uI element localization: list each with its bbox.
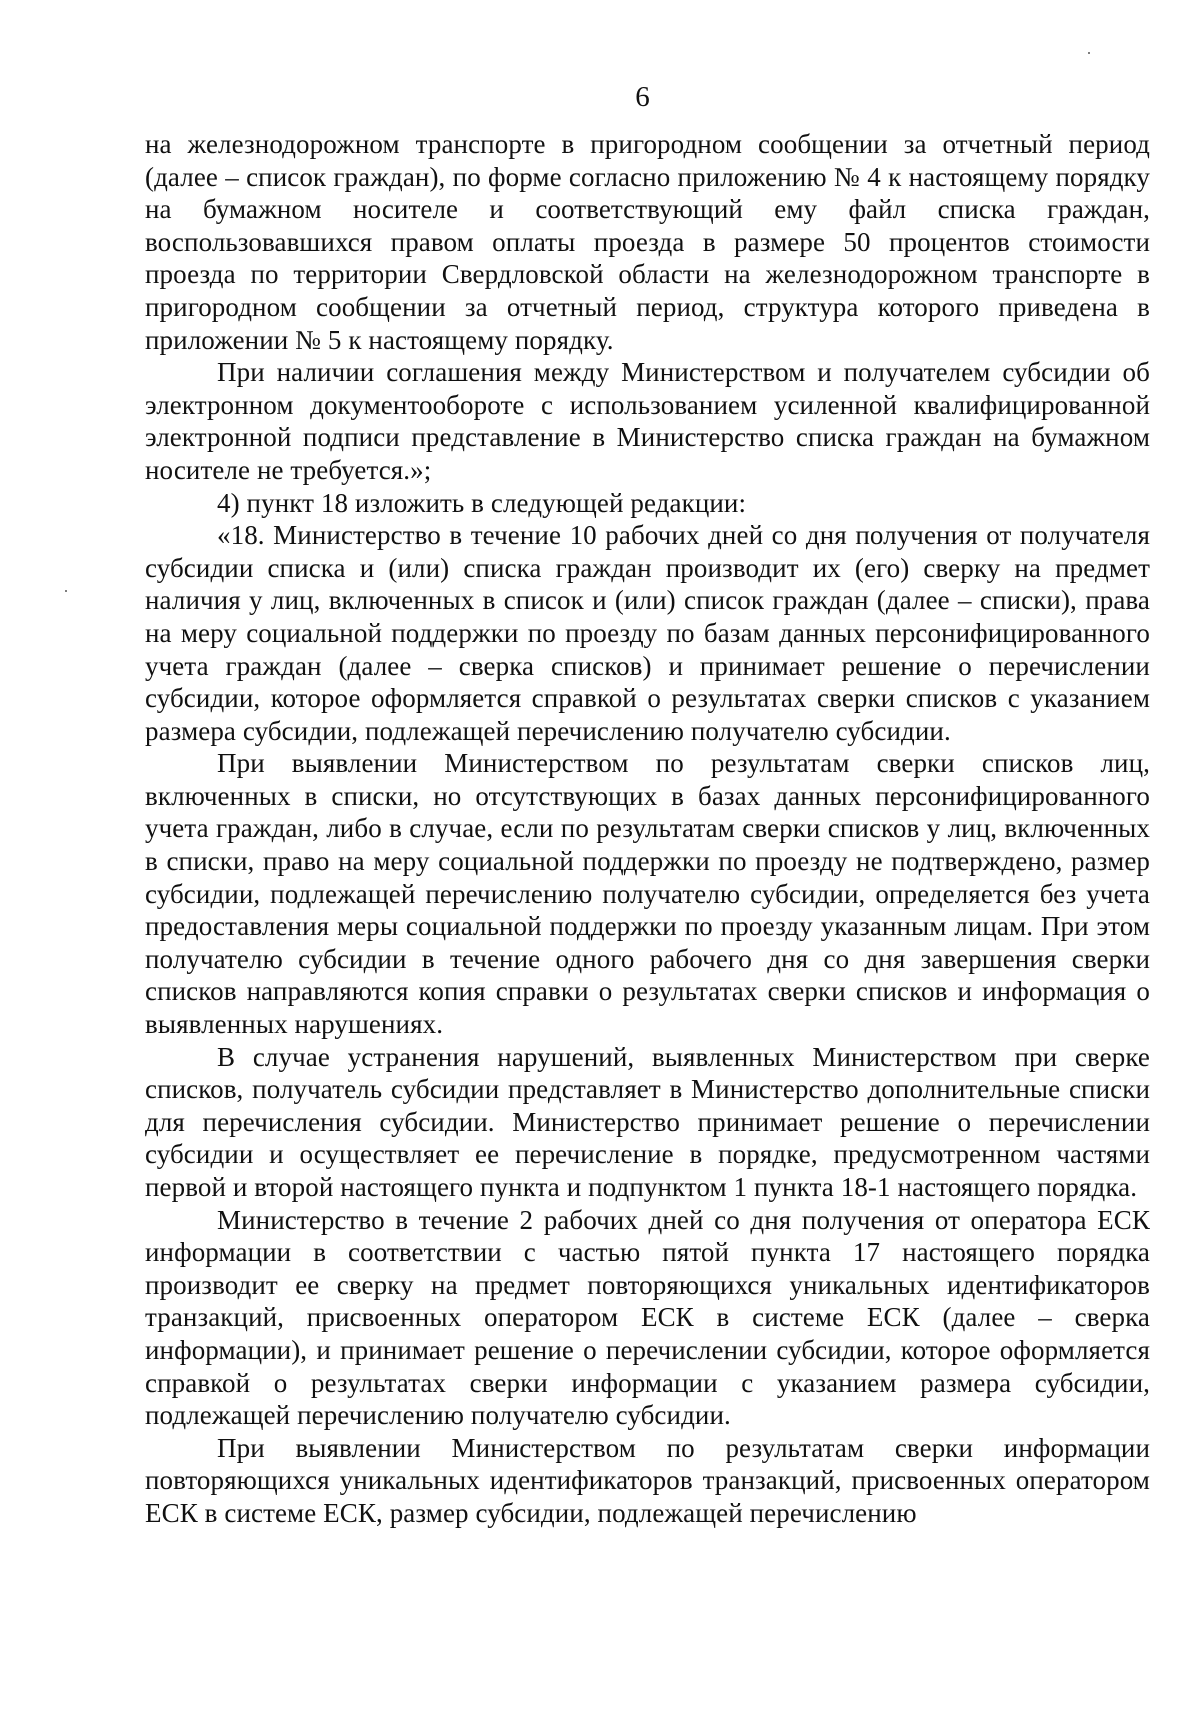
scan-speck — [1088, 52, 1090, 54]
paragraph-5: При выявлении Министерством по результатам сверки списков лиц, включенных в списки, но отсутствующих в базах данных персонифицированного учета граждан, либо в случае, если по результатам сверки списков у лиц, включенных в списки, право на меру социальной поддержки по проезду не подтверждено, размер субсидии, подлежащей перечислению получателю субсидии, определяется без учета предоставления меры социальной поддержки по проезду указанным лицам. При этом получателю субсидии в течение одного рабочего дня со дня завершения сверки списков направляются копия справки о результатах сверки списков и информация о выявленных нарушениях. — [145, 748, 1150, 1040]
paragraph-2: При наличии соглашения между Министерством и получателем субсидии об электронном документообороте с использованием усиленной квалифицированной электронной подписи представление в Министерство списка граждан на бумажном носителе не требуется.»; — [145, 357, 1150, 485]
paragraph-6: В случае устранения нарушений, выявленных Министерством при сверке списков, получатель субсидии представляет в Министерство дополнительные списки для перечисления субсидии. Министерство принимает решение о перечислении субсидии и осуществляет ее перечисление в порядке, предусмотренном частями первой и второй настоящего пункта и подпунктом 1 пункта 18-1 настоящего порядка. — [145, 1041, 1150, 1202]
paragraph-4: «18. Министерство в течение 10 рабочих дней со дня получения от получателя субсидии списка и (или) списка граждан производит их (его) сверку на предмет наличия у лиц, включенных в список и (или) список граждан (далее – списки), права на меру социальной поддержки по проезду по базам данных персонифицированного учета граждан (далее – сверка списков) и принимает решение о перечислении субсидии, которое оформляется справкой о результатах сверки списков с указанием размера субсидии, подлежащей перечислению получателю субсидии. — [145, 520, 1150, 746]
paragraph-8: При выявлении Министерством по результатам сверки информации повторяющихся уникальных идентификаторов транзакций, присвоенных оператором ЕСК в системе ЕСК, размер субсидии, подлежащей перечислению — [145, 1432, 1150, 1528]
page-number: 6 — [635, 81, 650, 113]
paragraph-3: 4) пункт 18 изложить в следующей редакции: — [217, 487, 747, 518]
paragraph-7: Министерство в течение 2 рабочих дней со дня получения от оператора ЕСК информации в соответствии с частью пятой пункта 17 настоящего порядка производит ее сверку на предмет повторяющихся уникальных идентификаторов транзакций, присвоенных оператором ЕСК в системе ЕСК (далее – сверка информации), и принимает решение о перечислении субсидии, которое оформляется справкой о результатах сверки информации с указанием размера субсидии, подлежащей перечислению получателю субсидии. — [145, 1204, 1150, 1431]
document-body — [145, 128, 1150, 1530]
paragraph-1: на железнодорожном транспорте в пригородном сообщении за отчетный период (далее – список граждан), по форме согласно приложению № 4 к настоящему порядку на бумажном носителе и соответствующий ему файл списка граждан, воспользовавшихся правом оплаты проезда в размере 50 процентов стоимости проезда по территории Свердловской области на железнодорожном транспорте в пригородном сообщении за отчетный период, структура которого приведена в приложении № 5 к настоящему порядку. — [145, 129, 1150, 355]
scan-speck — [65, 590, 67, 592]
